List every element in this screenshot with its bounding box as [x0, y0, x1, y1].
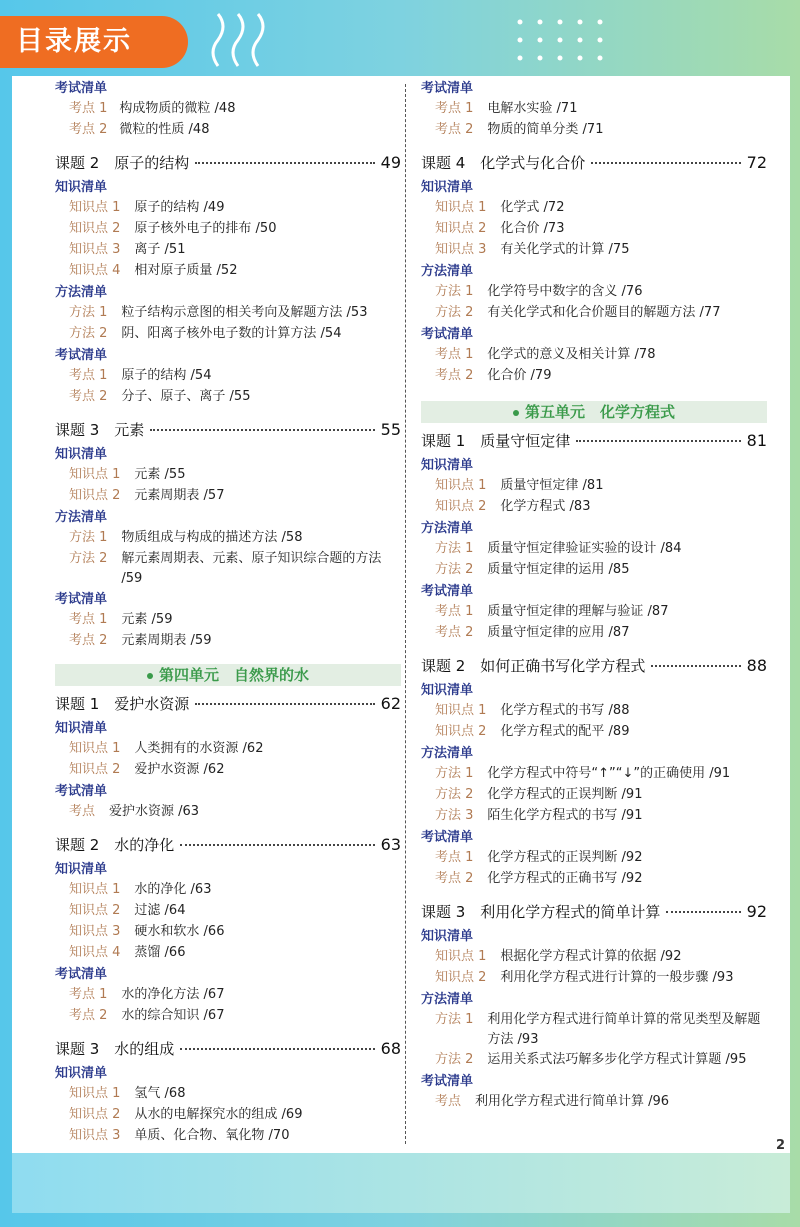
entry-text: 水的净化方法 /67 [121, 987, 225, 1002]
toc-entry[interactable] [55, 465, 401, 486]
entry-text: 化学式的意义及相关计算 /78 [487, 347, 656, 362]
entry-text: 元素 /59 [121, 612, 173, 627]
toc-entry[interactable] [421, 345, 767, 366]
toc-entry[interactable] [421, 1010, 767, 1050]
toc-entry[interactable] [421, 722, 767, 743]
entry-text: 化学方程式 /83 [500, 499, 591, 514]
entry-text: 质量守恒定律 /81 [500, 478, 604, 493]
entry-tag: 知识点 2 [69, 762, 121, 777]
section-heading: 考试清单 [421, 81, 474, 96]
section-heading: 考试清单 [55, 81, 108, 96]
section-heading: 考试清单 [421, 327, 474, 342]
entry-text: 水的综合知识 /67 [121, 1008, 225, 1023]
lesson-name: 课题 2 原子的结构 [55, 154, 190, 172]
entry-text: 微粒的性质 /48 [119, 122, 210, 137]
entry-text: 质量守恒定律验证实验的设计 /84 [487, 541, 682, 556]
toc-entry[interactable] [421, 1050, 767, 1071]
entry-text: 质量守恒定律的理解与验证 /87 [487, 604, 669, 619]
toc-entry[interactable] [421, 764, 767, 785]
entry-text: 水的净化 /63 [134, 882, 212, 897]
lesson-name: 课题 2 水的净化 [55, 836, 175, 854]
lesson-title[interactable] [421, 652, 767, 680]
toc-entry[interactable] [55, 610, 401, 631]
dot-leader [180, 1048, 374, 1050]
section-heading: 考试清单 [421, 584, 474, 599]
entry-text: 单质、化合物、氧化物 /70 [134, 1128, 290, 1143]
toc-entry[interactable] [55, 760, 401, 781]
entry-tag: 知识点 2 [69, 1107, 121, 1122]
section-heading: 方法清单 [421, 746, 474, 761]
entry-text: 原子的结构 /54 [121, 368, 212, 383]
page-number: 2 [776, 1138, 786, 1153]
toc-entry[interactable] [55, 528, 401, 549]
entry-tag: 知识点 2 [69, 221, 121, 236]
lesson-name: 课题 2 如何正确书写化学方程式 [421, 657, 646, 675]
entry-tag: 知识点 2 [69, 903, 121, 918]
entry-text: 元素 /55 [134, 467, 186, 482]
lesson-page: 55 [380, 420, 401, 439]
lesson-name: 课题 4 化学式与化合价 [421, 154, 586, 172]
toc-entry[interactable] [421, 848, 767, 869]
entry-tag: 方法 2 [435, 562, 474, 577]
entry-tag: 考点 2 [435, 368, 474, 383]
lesson-page: 92 [746, 902, 767, 921]
toc-entry[interactable] [55, 324, 401, 345]
entry-text: 蒸馏 /66 [134, 945, 186, 960]
entry-text: 分子、原子、离子 /55 [121, 389, 251, 404]
entry-tag: 方法 3 [435, 808, 474, 823]
lesson-block [55, 690, 401, 823]
wave-decoration-icon [208, 12, 278, 68]
toc-entry[interactable] [421, 869, 767, 890]
bullet-icon [513, 410, 519, 416]
lesson-block [55, 831, 401, 1027]
entry-tag: 方法 1 [435, 541, 474, 556]
toc-entry[interactable] [421, 968, 767, 989]
lesson-block [55, 149, 401, 408]
section-heading: 知识清单 [421, 929, 474, 944]
unit-heading[interactable] [421, 401, 767, 423]
bullet-icon [147, 673, 153, 679]
entry-tag: 考点 2 [69, 633, 108, 648]
section-heading: 知识清单 [55, 862, 108, 877]
entry-tag: 知识点 1 [69, 200, 121, 215]
entry-text: 离子 /51 [134, 242, 186, 257]
entry-text: 化合价 /79 [487, 368, 552, 383]
bottom-decoration [12, 1153, 790, 1213]
entry-tag: 知识点 2 [435, 724, 487, 739]
dot-leader [195, 162, 374, 164]
lesson-title[interactable] [421, 427, 767, 455]
section-heading: 考试清单 [421, 830, 474, 845]
entry-tag: 知识点 3 [69, 1128, 121, 1143]
entry-text: 化学方程式的书写 /88 [500, 703, 630, 718]
entry-tag: 方法 1 [69, 305, 108, 320]
header-title: 目录展示 [0, 16, 188, 68]
entry-tag: 知识点 4 [69, 263, 121, 278]
dot-grid-decoration-icon [516, 18, 616, 74]
section-heading: 考试清单 [421, 1074, 474, 1089]
lesson-block [55, 416, 401, 652]
entry-tag: 知识点 3 [435, 242, 487, 257]
lesson-page: 68 [380, 1039, 401, 1058]
entry-text: 陌生化学方程式的书写 /91 [487, 808, 643, 823]
entry-text: 利用化学方程式进行简单计算的常见类型及解题方法 /93 [487, 1012, 761, 1047]
toc-entry[interactable] [55, 985, 401, 1006]
entry-text: 化学方程式中符号“↑”“↓”的正确使用 /91 [487, 766, 731, 781]
lesson-name: 课题 1 爱护水资源 [55, 695, 190, 713]
entry-tag: 知识点 2 [435, 221, 487, 236]
entry-text: 质量守恒定律的应用 /87 [487, 625, 630, 640]
toc-entry[interactable] [421, 1092, 767, 1113]
toc-entry[interactable] [55, 880, 401, 901]
dot-leader [651, 665, 740, 667]
entry-text: 物质组成与构成的描述方法 /58 [121, 530, 303, 545]
section-heading: 方法清单 [421, 521, 474, 536]
entry-tag: 考点 1 [69, 612, 108, 627]
toc-entry[interactable] [421, 303, 767, 324]
entry-text: 硬水和软水 /66 [134, 924, 225, 939]
lesson-page: 72 [746, 153, 767, 172]
section-heading: 知识清单 [55, 721, 108, 736]
section-heading: 知识清单 [55, 180, 108, 195]
entry-tag: 考点 2 [435, 625, 474, 640]
entry-tag: 知识点 2 [435, 499, 487, 514]
entry-tag: 知识点 1 [435, 703, 487, 718]
toc-page [12, 76, 790, 1153]
toc-entry[interactable] [55, 303, 401, 324]
entry-tag: 方法 2 [435, 787, 474, 802]
toc-entry[interactable] [55, 802, 401, 823]
entry-text: 有关化学式和化合价题目的解题方法 /77 [487, 305, 721, 320]
entry-tag: 考点 1 [69, 368, 108, 383]
toc-entry[interactable] [421, 219, 767, 240]
entry-tag: 知识点 3 [69, 924, 121, 939]
section-heading: 知识清单 [55, 1066, 108, 1081]
section-heading: 方法清单 [55, 285, 108, 300]
lesson-title[interactable] [421, 898, 767, 926]
entry-text: 化合价 /73 [500, 221, 565, 236]
toc-entry[interactable] [421, 560, 767, 581]
section-heading: 方法清单 [421, 264, 474, 279]
entry-text: 利用化学方程式进行简单计算 /96 [475, 1094, 670, 1109]
entry-tag: 知识点 1 [69, 882, 121, 897]
entry-text: 物质的简单分类 /71 [487, 122, 604, 137]
toc-entry[interactable] [421, 476, 767, 497]
toc-entry[interactable] [55, 486, 401, 507]
lesson-title[interactable] [55, 690, 401, 718]
toc-entry[interactable] [55, 261, 401, 282]
entry-text: 爱护水资源 /63 [109, 804, 200, 819]
entry-tag: 考点 [69, 804, 96, 819]
toc-entry[interactable] [55, 631, 401, 652]
entry-tag: 知识点 1 [69, 741, 121, 756]
toc-entry[interactable] [55, 120, 401, 141]
entry-tag: 方法 2 [69, 326, 108, 341]
entry-text: 元素周期表 /57 [134, 488, 225, 503]
toc-entry[interactable] [421, 282, 767, 303]
lesson-page: 88 [746, 656, 767, 675]
entry-text: 利用化学方程式进行计算的一般步骤 /93 [500, 970, 734, 985]
entry-text: 化学方程式的配平 /89 [500, 724, 630, 739]
toc-entry[interactable] [421, 120, 767, 141]
unit-heading[interactable] [55, 664, 401, 686]
toc-entry[interactable] [421, 806, 767, 827]
entry-text: 相对原子质量 /52 [134, 263, 238, 278]
lesson-block [421, 149, 767, 387]
lesson-page: 63 [380, 835, 401, 854]
toc-entry[interactable] [421, 947, 767, 968]
section-heading: 考试清单 [55, 592, 108, 607]
entry-tag: 考点 1 [69, 101, 108, 116]
dot-leader [576, 440, 740, 442]
entry-text: 氢气 /68 [134, 1086, 186, 1101]
toc-block [421, 78, 767, 141]
entry-tag: 知识点 4 [69, 945, 121, 960]
entry-text: 运用关系式法巧解多步化学方程式计算题 /95 [487, 1052, 747, 1067]
entry-tag: 考点 1 [69, 987, 108, 1002]
toc-block [55, 78, 401, 141]
toc-entry[interactable] [421, 539, 767, 560]
toc-entry[interactable] [421, 99, 767, 120]
column-divider [405, 84, 406, 1144]
lesson-name: 课题 3 利用化学方程式的简单计算 [421, 903, 661, 921]
dot-leader [150, 429, 374, 431]
lesson-page: 81 [746, 431, 767, 450]
lesson-block [421, 898, 767, 1113]
lesson-title[interactable] [55, 149, 401, 177]
toc-entry[interactable] [421, 701, 767, 722]
toc-entry[interactable] [55, 1006, 401, 1027]
section-heading: 考试清单 [55, 967, 108, 982]
toc-entry[interactable] [55, 366, 401, 387]
entry-tag: 考点 2 [69, 1008, 108, 1023]
entry-text: 人类拥有的水资源 /62 [134, 741, 264, 756]
entry-text: 原子的结构 /49 [134, 200, 225, 215]
entry-tag: 考点 1 [435, 347, 474, 362]
entry-tag: 方法 1 [435, 284, 474, 299]
toc-entry[interactable] [421, 623, 767, 644]
section-heading: 知识清单 [421, 683, 474, 698]
entry-tag: 方法 1 [69, 530, 108, 545]
entry-tag: 方法 2 [69, 551, 108, 566]
toc-entry[interactable] [421, 198, 767, 219]
section-heading: 知识清单 [421, 180, 474, 195]
dot-leader [666, 911, 740, 913]
entry-text: 化学方程式的正误判断 /91 [487, 787, 643, 802]
unit-title: 第四单元 自然界的水 [158, 666, 309, 684]
entry-tag: 方法 1 [435, 1012, 474, 1027]
entry-tag: 考点 2 [69, 122, 108, 137]
entry-tag: 知识点 1 [69, 467, 121, 482]
toc-entry[interactable] [55, 387, 401, 408]
lesson-page: 49 [380, 153, 401, 172]
entry-tag: 知识点 1 [69, 1086, 121, 1101]
lesson-title[interactable] [55, 831, 401, 859]
toc-entry[interactable] [55, 901, 401, 922]
left-column [55, 78, 401, 1147]
dot-leader [591, 162, 740, 164]
entry-tag: 知识点 2 [435, 970, 487, 985]
entry-text: 解元素周期表、元素、原子知识综合题的方法 /59 [121, 551, 382, 586]
entry-tag: 知识点 2 [69, 488, 121, 503]
entry-text: 根据化学方程式计算的依据 /92 [500, 949, 682, 964]
entry-text: 化学符号中数字的含义 /76 [487, 284, 643, 299]
entry-text: 有关化学式的计算 /75 [500, 242, 630, 257]
lesson-name: 课题 3 元素 [55, 421, 145, 439]
entry-text: 原子核外电子的排布 /50 [134, 221, 277, 236]
section-heading: 知识清单 [55, 447, 108, 462]
lesson-title[interactable] [421, 149, 767, 177]
toc-entry[interactable] [55, 549, 401, 589]
entry-text: 质量守恒定律的运用 /85 [487, 562, 630, 577]
entry-tag: 考点 1 [435, 604, 474, 619]
toc-entry[interactable] [55, 198, 401, 219]
entry-tag: 方法 2 [435, 305, 474, 320]
toc-entry[interactable] [421, 785, 767, 806]
entry-text: 电解水实验 /71 [487, 101, 578, 116]
toc-entry[interactable] [55, 219, 401, 240]
entry-tag: 知识点 1 [435, 200, 487, 215]
toc-entry[interactable] [55, 922, 401, 943]
lesson-title[interactable] [55, 1035, 401, 1063]
entry-text: 阴、阳离子核外电子数的计算方法 /54 [121, 326, 342, 341]
lesson-title[interactable] [55, 416, 401, 444]
toc-entry[interactable] [55, 739, 401, 760]
entry-text: 构成物质的微粒 /48 [119, 101, 236, 116]
entry-tag: 考点 2 [69, 389, 108, 404]
entry-tag: 考点 [435, 1094, 462, 1109]
lesson-page: 62 [380, 694, 401, 713]
entry-text: 过滤 /64 [134, 903, 186, 918]
entry-text: 粒子结构示意图的相关考向及解题方法 /53 [121, 305, 368, 320]
dot-leader [195, 703, 374, 705]
entry-text: 元素周期表 /59 [121, 633, 212, 648]
toc-entry[interactable] [421, 366, 767, 387]
entry-text: 爱护水资源 /62 [134, 762, 225, 777]
entry-tag: 考点 2 [435, 871, 474, 886]
entry-tag: 知识点 3 [69, 242, 121, 257]
entry-tag: 考点 1 [435, 101, 474, 116]
right-column [421, 78, 767, 1113]
toc-entry[interactable] [421, 497, 767, 518]
entry-tag: 知识点 1 [435, 949, 487, 964]
section-heading: 方法清单 [421, 992, 474, 1007]
section-heading: 考试清单 [55, 348, 108, 363]
toc-entry[interactable] [55, 240, 401, 261]
section-heading: 知识清单 [421, 458, 474, 473]
toc-entry[interactable] [55, 1126, 401, 1147]
toc-entry[interactable] [421, 240, 767, 261]
entry-tag: 考点 1 [435, 850, 474, 865]
section-heading: 考试清单 [55, 784, 108, 799]
toc-entry[interactable] [55, 1084, 401, 1105]
lesson-block [421, 652, 767, 890]
lesson-block [55, 1035, 401, 1147]
entry-tag: 方法 1 [435, 766, 474, 781]
lesson-name: 课题 3 水的组成 [55, 1040, 175, 1058]
entry-text: 化学方程式的正误判断 /92 [487, 850, 643, 865]
toc-entry[interactable] [421, 602, 767, 623]
entry-tag: 方法 2 [435, 1052, 474, 1067]
dot-leader [180, 844, 374, 846]
toc-entry[interactable] [55, 943, 401, 964]
entry-text: 化学式 /72 [500, 200, 565, 215]
entry-tag: 知识点 1 [435, 478, 487, 493]
toc-entry[interactable] [55, 1105, 401, 1126]
section-heading: 方法清单 [55, 510, 108, 525]
toc-entry[interactable] [55, 99, 401, 120]
entry-text: 化学方程式的正确书写 /92 [487, 871, 643, 886]
lesson-block [421, 427, 767, 644]
lesson-name: 课题 1 质量守恒定律 [421, 432, 571, 450]
entry-tag: 考点 2 [435, 122, 474, 137]
unit-title: 第五单元 化学方程式 [524, 403, 675, 421]
entry-text: 从水的电解探究水的组成 /69 [134, 1107, 303, 1122]
